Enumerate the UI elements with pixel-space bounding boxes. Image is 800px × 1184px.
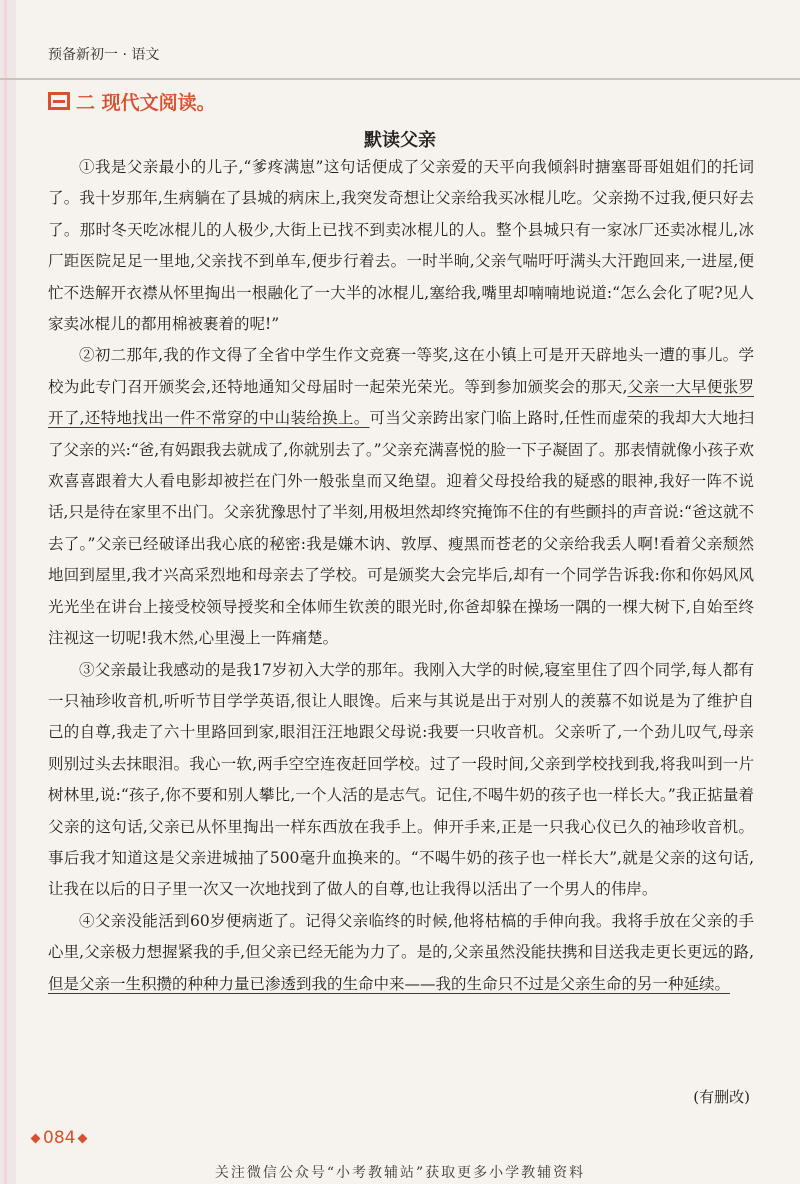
paragraph-3: ③父亲最让我感动的是我17岁初入大学的那年。我刚入大学的时候,寝室里住了四个同学,每人都有一只袖珍收音机,听听节目学学英语,很让人眼馋。后来与其说是出于对别人的羡慕不如说是为了维护自己的自尊,我走了六十里路回到家,眼泪汪汪地跟父母说:我要一只收音机。父亲听了,一个劲儿叹气,母亲则别过头去抹眼泪。我心一软,两手空空连夜赶回学校。过了一段时间,父亲到学校找到我,将我叫到一片树林里,说:“孩子,你不要和别人攀比,一个人活的是志气。记住,不喝牛奶的孩子也一样长大。”我正掂量着父亲的这句话,父亲已从怀里掏出一样东西放在我手上。伸开手来,正是一只我心仪已久的袖珍收音机。事后我才知道这是父亲进城抽了500毫升血换来的。“不喝牛奶的孩子也一样长大”,就是父亲的这句话,让我在以后的日子里一次又一次地找到了做人的自尊,也让我得以活出了一个男人的伟岸。	[48, 660, 754, 899]
page-number	[28, 1128, 90, 1148]
underlined-sentence-2: 但是父亲一生积攒的种种力量已渗透到我的生命中来——我的生命只不过是父亲生命的另一种延续。	[48, 974, 731, 993]
article-body	[48, 152, 754, 1000]
article-title: 默读父亲	[364, 130, 436, 151]
diamond-icon	[31, 1133, 41, 1143]
page-number-text: 084	[43, 1128, 76, 1148]
edit-credit: (有删改)	[693, 1088, 750, 1106]
book-header: 预备新初一 · 语文	[48, 47, 160, 63]
section-title: 二 现代文阅读。	[76, 91, 216, 114]
paragraph-2	[48, 340, 754, 654]
header-rule	[0, 78, 800, 80]
section-heading	[48, 88, 216, 114]
diamond-icon	[78, 1133, 88, 1143]
paragraph-4-text-a: ④父亲没能活到60岁便病逝了。记得父亲临终的时候,他将枯槁的手伸向我。我将手放在父亲的手心里,父亲极力想握紧我的手,但父亲已经无能为力了。是的,父亲虽然没能扶携和目送我走更长更远的路,	[48, 911, 754, 962]
paragraph-2-text-a: ②初二那年,我的作文得了全省中学生作文竞赛一等奖,这在小镇上可是开天辟地头一遭的事儿。学校为此专门召开颁奖会,还特地通知父母届时一起荣光荣光。等到参加颁奖会的那天,	[48, 346, 754, 396]
underlined-sentence-1: 父亲一大早便张罗开了,还特地找出一件不常穿的中山装给换上。	[48, 377, 754, 428]
paragraph-2-text-b: 可当父亲跨出家门临上路时,任性而虚荣的我却大大地扫了父亲的兴:“爸,有妈跟我去就成了,你就别去了。”父亲充满喜悦的脸一下子凝固了。那表情就像小孩子欢欢喜喜跟着大人看电影却被拦在门外一般张皇而又绝望。迎着父母投给我的疑惑的眼神,我好一阵不说话,只是待在家里不出门。父亲犹豫思忖了半刻,用极坦然却终究掩饰不住的有些颤抖的声音说:“爸这就不去了。”父亲已经破译出我心底的秘密:我是嫌木讷、敦厚、瘦黑而苍老的父亲给我丢人啊!看着父亲颓然地回到屋里,我才兴高采烈地和母亲去了学校。可是颁奖大会完毕后,却有一个同学告诉我:你和你妈风风光光坐在讲台上接受校领导授奖和全体师生钦羡的眼光时,你爸却躲在操场一隅的一棵大树下,自始至终注视这一切呢!我木然,心里漫上一阵痛楚。	[48, 409, 754, 648]
page-edge-stripe	[4, 0, 7, 1184]
footer-note: 关注微信公众号“小考教辅站”获取更多小学教辅资料	[214, 1165, 586, 1181]
page-edge-band	[0, 0, 16, 1184]
paragraph-1: ①我是父亲最小的儿子,“爹疼满崽”这句话便成了父亲爱的天平向我倾斜时搪塞哥哥姐姐们的托词了。我十岁那年,生病躺在了县城的病床上,我突发奇想让父亲给我买冰棍儿吃。父亲拗不过我,便只好去了。那时冬天吃冰棍儿的人极少,大街上已找不到卖冰棍儿的人。整个县城只有一家冰厂还卖冰棍儿,冰厂距医院足足一里地,父亲找不到单车,便步行着去。一时半晌,父亲气喘吁吁满头大汗跑回来,一进屋,便忙不迭解开衣襟从怀里掏出一根融化了一大半的冰棍儿,塞给我,嘴里却喃喃地说道:“怎么会化了呢?见人家卖冰棍儿的都用棉被裹着的呢!”	[48, 158, 754, 334]
paragraph-4	[48, 906, 754, 1000]
section-number-icon	[48, 92, 70, 110]
